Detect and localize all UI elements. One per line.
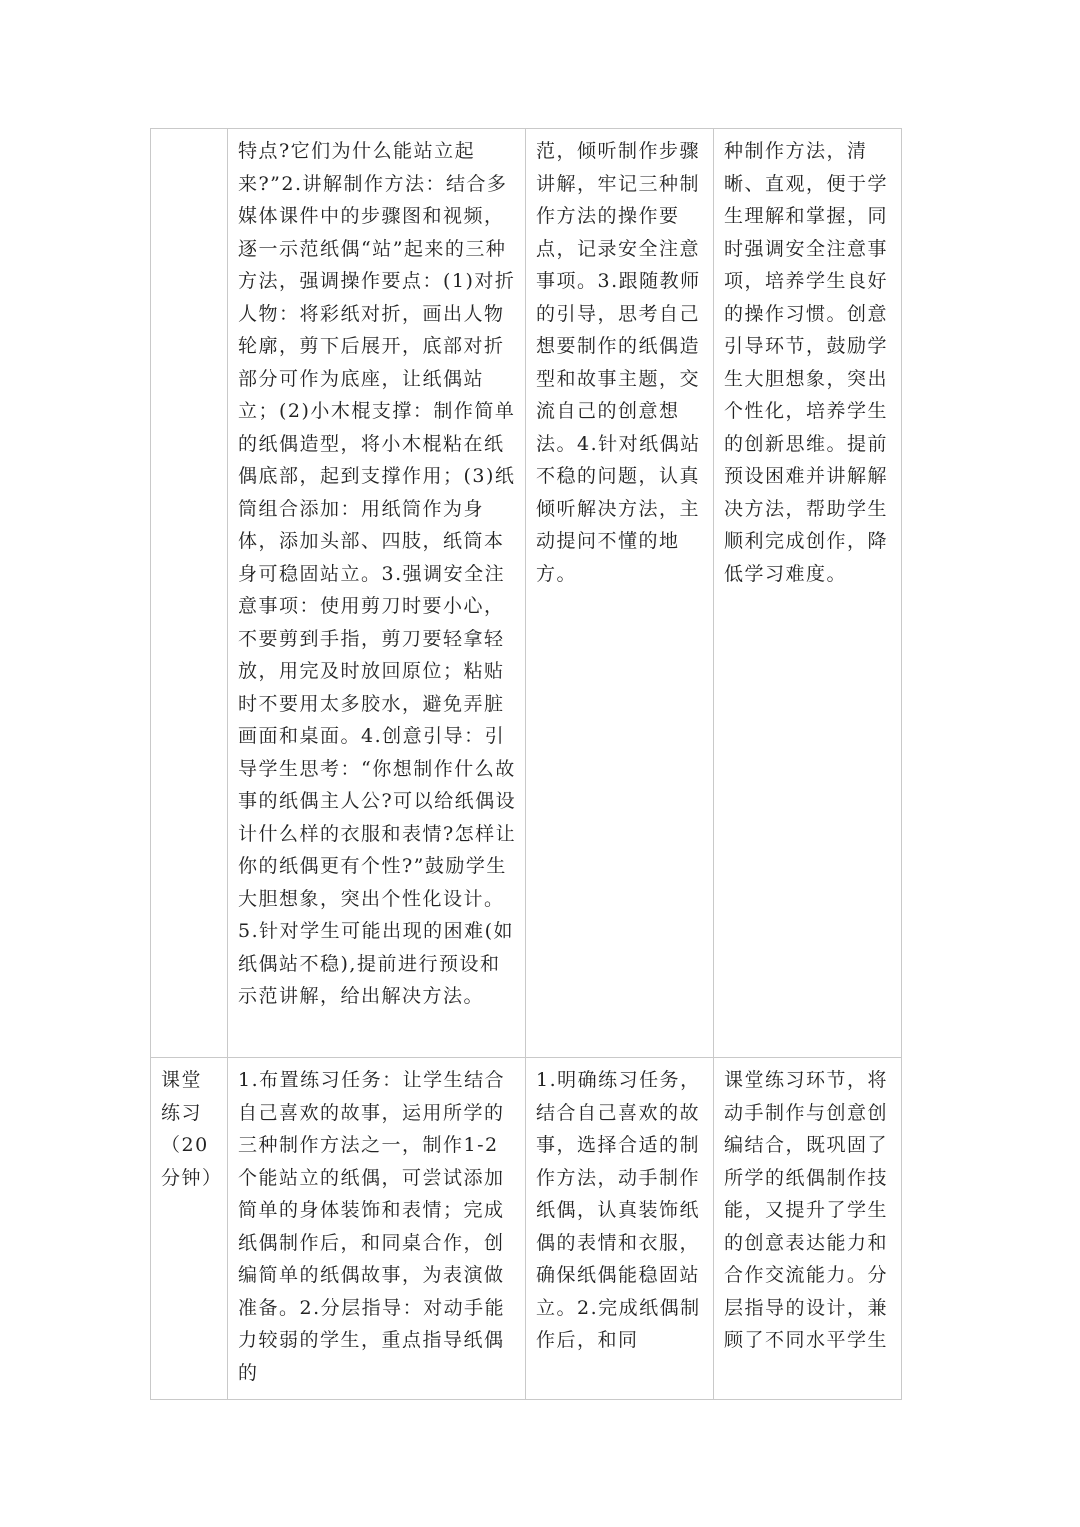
lesson-plan-table xyxy=(150,128,902,1400)
teacher-activity-text: 特点?它们为什么能站立起来?”2.讲解制作方法：结合多媒体课件中的步骤图和视频，逐一示范纸偶“站”起来的三种方法，强调操作要点：(1)对折人物：将彩纸对折，画出人物轮廓，剪下后展开，底部对折部分可作为底座，让纸偶站立；(2)小木棍支撑：制作简单的纸偶造型，将小木棍粘在纸偶底部，起到支撑作用；(3)纸筒组合添加：用纸筒作为身体，添加头部、四肢，纸筒本身可稳固站立。3.强调安全注意事项：使用剪刀时要小心，不要剪到手指，剪刀要轻拿轻放，用完及时放回原位；粘贴时不要用太多胶水，避免弄脏画面和桌面。4.创意引导：引导学生思考：“你想制作什么故事的纸偶主人公?可以给纸偶设计什么样的衣服和表情?怎样让你的纸偶更有个性?”鼓励学生大胆想象，突出个性化设计。5.针对学生可能出现的困难(如纸偶站不稳),提前进行预设和示范讲解，给出解决方法。 xyxy=(238,140,517,1007)
teacher-activity-cell xyxy=(228,1058,526,1400)
student-activity-cell xyxy=(526,1058,714,1400)
teacher-activity-text: 1.布置练习任务：让学生结合自己喜欢的故事，运用所学的三种制作方法之一，制作1-2个能站立的纸偶，可尝试添加简单的身体装饰和表情；完成纸偶制作后，和同桌合作，创编简单的纸偶故事，为表演做准备。2.分层指导：对动手能力较弱的学生，重点指导纸偶的 xyxy=(238,1069,506,1384)
student-activity-text: 1.明确练习任务，结合自己喜欢的故事，选择合适的制作方法，动手制作纸偶，认真装饰纸偶的表情和衣服，确保纸偶能稳固站立。2.完成纸偶制作后，和同 xyxy=(536,1069,701,1351)
student-activity-text: 范，倾听制作步骤讲解，牢记三种制作方法的操作要点，记录安全注意事项。3.跟随教师的引导，思考自己想要制作的纸偶造型和故事主题，交流自己的创意想法。4.针对纸偶站不稳的问题，认真倾听解决方法，主动提问不懂的地方。 xyxy=(536,140,701,585)
stage-cell xyxy=(151,1058,228,1400)
design-intent-cell xyxy=(714,129,902,1058)
student-activity-cell xyxy=(526,129,714,1058)
stage-text: 课堂练习（20分钟） xyxy=(161,1069,223,1189)
table-row xyxy=(151,129,902,1058)
teacher-activity-cell xyxy=(228,129,526,1058)
design-intent-text: 课堂练习环节，将动手制作与创意创编结合，既巩固了所学的纸偶制作技能，又提升了学生的创意表达能力和合作交流能力。分层指导的设计，兼顾了不同水平学生 xyxy=(724,1069,889,1351)
stage-cell xyxy=(151,129,228,1058)
design-intent-text: 种制作方法，清晰、直观，便于学生理解和掌握，同时强调安全注意事项，培养学生良好的操作习惯。创意引导环节，鼓励学生大胆想象，突出个性化，培养学生的创新思维。提前预设困难并讲解解决方法，帮助学生顺利完成创作，降低学习难度。 xyxy=(724,140,889,585)
table-row xyxy=(151,1058,902,1400)
design-intent-cell xyxy=(714,1058,902,1400)
